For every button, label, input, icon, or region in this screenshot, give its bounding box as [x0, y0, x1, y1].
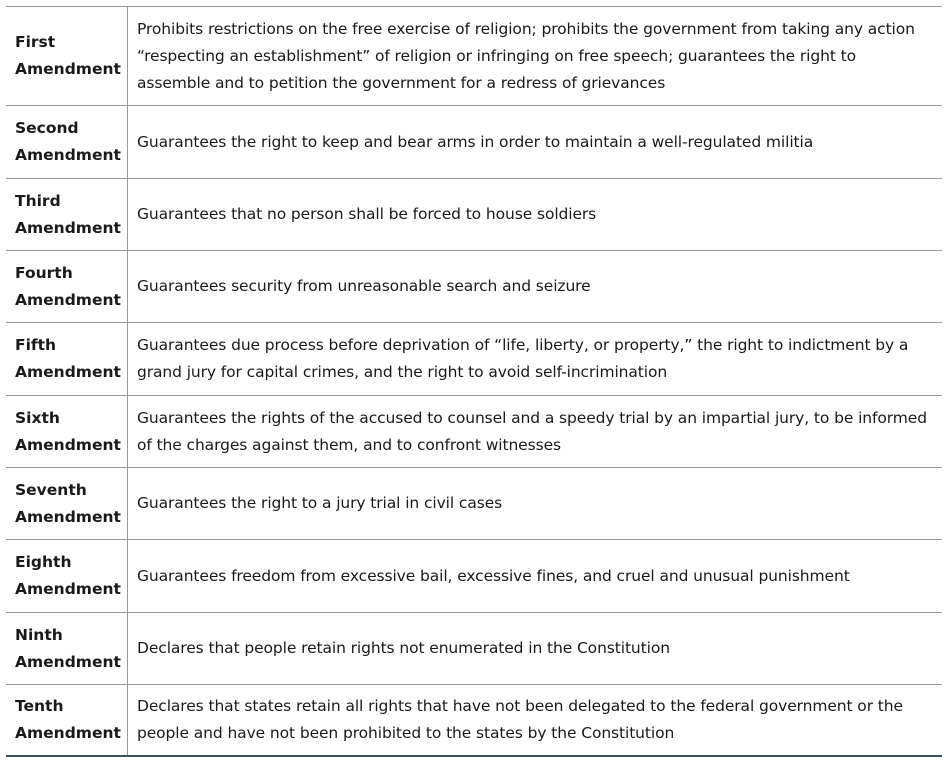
table-row [6, 613, 942, 685]
table-row [6, 7, 942, 106]
amendment-name: Ninth Amendment [6, 613, 128, 684]
table-row [6, 540, 942, 613]
amendment-description: Guarantees the rights of the accused to counsel and a speedy trial by an impartial jury, to be informed of the charges against them, and to confront witnesses [137, 408, 927, 454]
table-row [6, 179, 942, 251]
amendment-name: First Amendment [6, 7, 128, 105]
amendment-name: Sixth Amendment [6, 396, 128, 467]
table-row [6, 251, 942, 323]
amendment-name: Seventh Amendment [6, 468, 128, 539]
amendment-name: Tenth Amendment [6, 685, 128, 755]
amendment-description: Guarantees due process before deprivation of “life, liberty, or property,” the right to indictment by a grand jury for capital crimes, and the right to avoid self-incrimination [137, 336, 909, 381]
amendment-name: Eighth Amendment [6, 540, 128, 612]
amendment-description: Guarantees that no person shall be forced to house soldiers [137, 205, 597, 223]
amendment-description: Guarantees the right to keep and bear arms in order to maintain a well-regulated militia [137, 132, 814, 151]
table-row [6, 468, 942, 540]
table-row [6, 396, 942, 468]
amendment-description: Guarantees freedom from excessive bail, excessive fines, and cruel and unusual punishment [137, 566, 850, 585]
amendment-name: Second Amendment [6, 106, 128, 178]
amendment-name: Third Amendment [6, 179, 128, 250]
amendment-description: Guarantees security from unreasonable search and seizure [137, 277, 591, 295]
amendment-name: Fourth Amendment [6, 251, 128, 322]
table-row [6, 685, 942, 757]
amendment-description: Declares that people retain rights not enumerated in the Constitution [137, 639, 670, 657]
amendment-description: Prohibits restrictions on the free exercise of religion; prohibits the government from taking any action “respecting an establishment” of religion or infringing on free speech; guarantees the right to assemble and to petition the government for a redress of grievances [137, 19, 915, 92]
amendment-description: Declares that states retain all rights that have not been delegated to the federal government or the people and have not been prohibited to the states by the Constitution [137, 697, 903, 742]
amendment-description: Guarantees the right to a jury trial in civil cases [137, 494, 503, 512]
amendments-table [6, 6, 942, 757]
table-row [6, 323, 942, 396]
table-row [6, 106, 942, 179]
amendment-name: Fifth Amendment [6, 323, 128, 395]
